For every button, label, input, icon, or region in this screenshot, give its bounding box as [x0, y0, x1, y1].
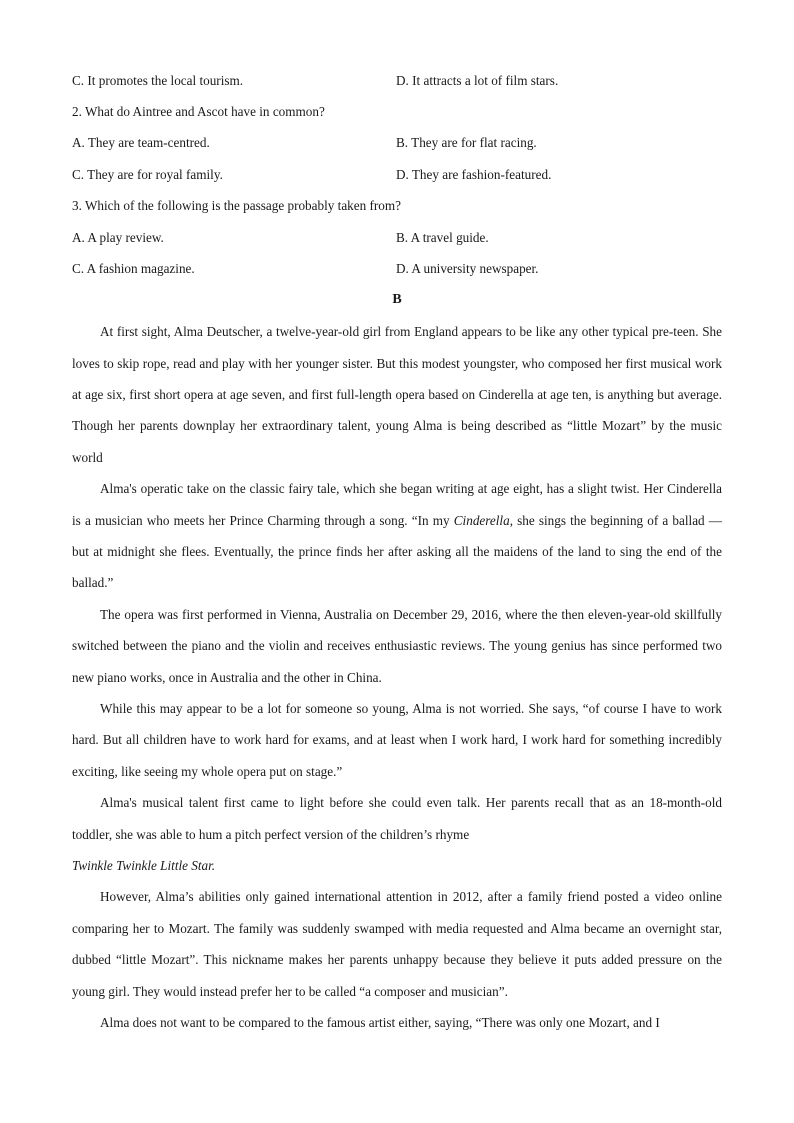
section-title: B	[392, 292, 402, 308]
passage-paragraph-4: While this may appear to be a lot for someone so young, Alma is not worried. She says, “of course I have to work hard. But all children have to work hard for exams, and at least when I work hard, I work hard for something incredibly exciting, like seeing my whole opera put on stage.”	[72, 701, 722, 779]
q1-option-c: C. It promotes the local tourism.	[72, 72, 244, 88]
q3-options-row-ab	[72, 222, 722, 253]
q1-option-d: D. It attracts a lot of film stars.	[396, 72, 559, 88]
q2-option-c: C. They are for royal family.	[72, 166, 223, 182]
q2-option-a: A. They are team-centred.	[72, 135, 210, 151]
passage-paragraph-7: Alma does not want to be compared to the famous artist either, saying, “There was only one Mozart, and I	[100, 1015, 660, 1031]
q1-options-row-cd	[72, 65, 722, 96]
q3-question: 3. Which of the following is the passage probably taken from?	[72, 198, 401, 214]
q3-option-c: C. A fashion magazine.	[72, 261, 195, 277]
rhyme-title: Twinkle Twinkle Little Star.	[72, 858, 216, 874]
q2-options-row-ab	[72, 128, 722, 159]
q2-option-d: D. They are fashion-featured.	[396, 166, 552, 182]
q3-option-d: D. A university newspaper.	[396, 261, 539, 277]
q2-option-b: B. They are for flat racing.	[396, 135, 537, 151]
passage-paragraph-3: The opera was first performed in Vienna, Australia on December 29, 2016, where the then eleven-year-old skillfully switched between the piano and the violin and receives enthusiastic reviews. The young genius has since performed two new piano works, once in Australia and the other in China.	[72, 606, 722, 685]
q3-option-a: A. A play review.	[72, 229, 164, 245]
document-page	[72, 65, 722, 1038]
passage-paragraph-2	[72, 473, 722, 599]
passage-paragraph-6: However, Alma’s abilities only gained international attention in 2012, after a family friend posted a video online comparing her to Mozart. The family was suddenly swamped with media requested and Alma became an overnight star, dubbed “little Mozart”. This nickname makes her parents unhappy because they believe it puts added pressure on the young girl. They would instead prefer her to be called “a composer and musician”.	[72, 889, 722, 999]
q3-options-row-cd	[72, 253, 722, 284]
q2-question: 2. What do Aintree and Ascot have in common?	[72, 104, 325, 120]
q2-options-row-cd	[72, 159, 722, 190]
paragraph-2-text-start: Alma's operatic take on the classic fairy tale, which she began writing at age eight, has a slight twist. Her Cinderella is a musician who meets her Prince Charming through a song. “In my	[72, 481, 722, 528]
paragraph-2-text-end: , she sings the beginning of a ballad — but at midnight she flees. Eventually, the prince finds her after asking all the maidens of the land to sing the end of the ballad.”	[72, 512, 722, 591]
passage-paragraph-5: Alma's musical talent first came to light before she could even talk. Her parents recall that as an 18-month-old toddler, she was able to hum a pitch perfect version of the children’s rhyme	[72, 795, 722, 842]
q3-option-b: B. A travel guide.	[396, 229, 489, 245]
cinderella-title: Cinderella	[453, 512, 510, 528]
passage-paragraph-1: At first sight, Alma Deutscher, a twelve-year-old girl from England appears to be like any other typical pre-teen. She loves to skip rope, read and play with her younger sister. But this modest youngster, who composed her first musical work at age six, first short opera at age seven, and first full-length opera based on Cinderella at age ten, is anything but average. Though her parents downplay her extraordinary talent, young Alma is being described as “little Mozart” by the music world	[72, 324, 722, 465]
